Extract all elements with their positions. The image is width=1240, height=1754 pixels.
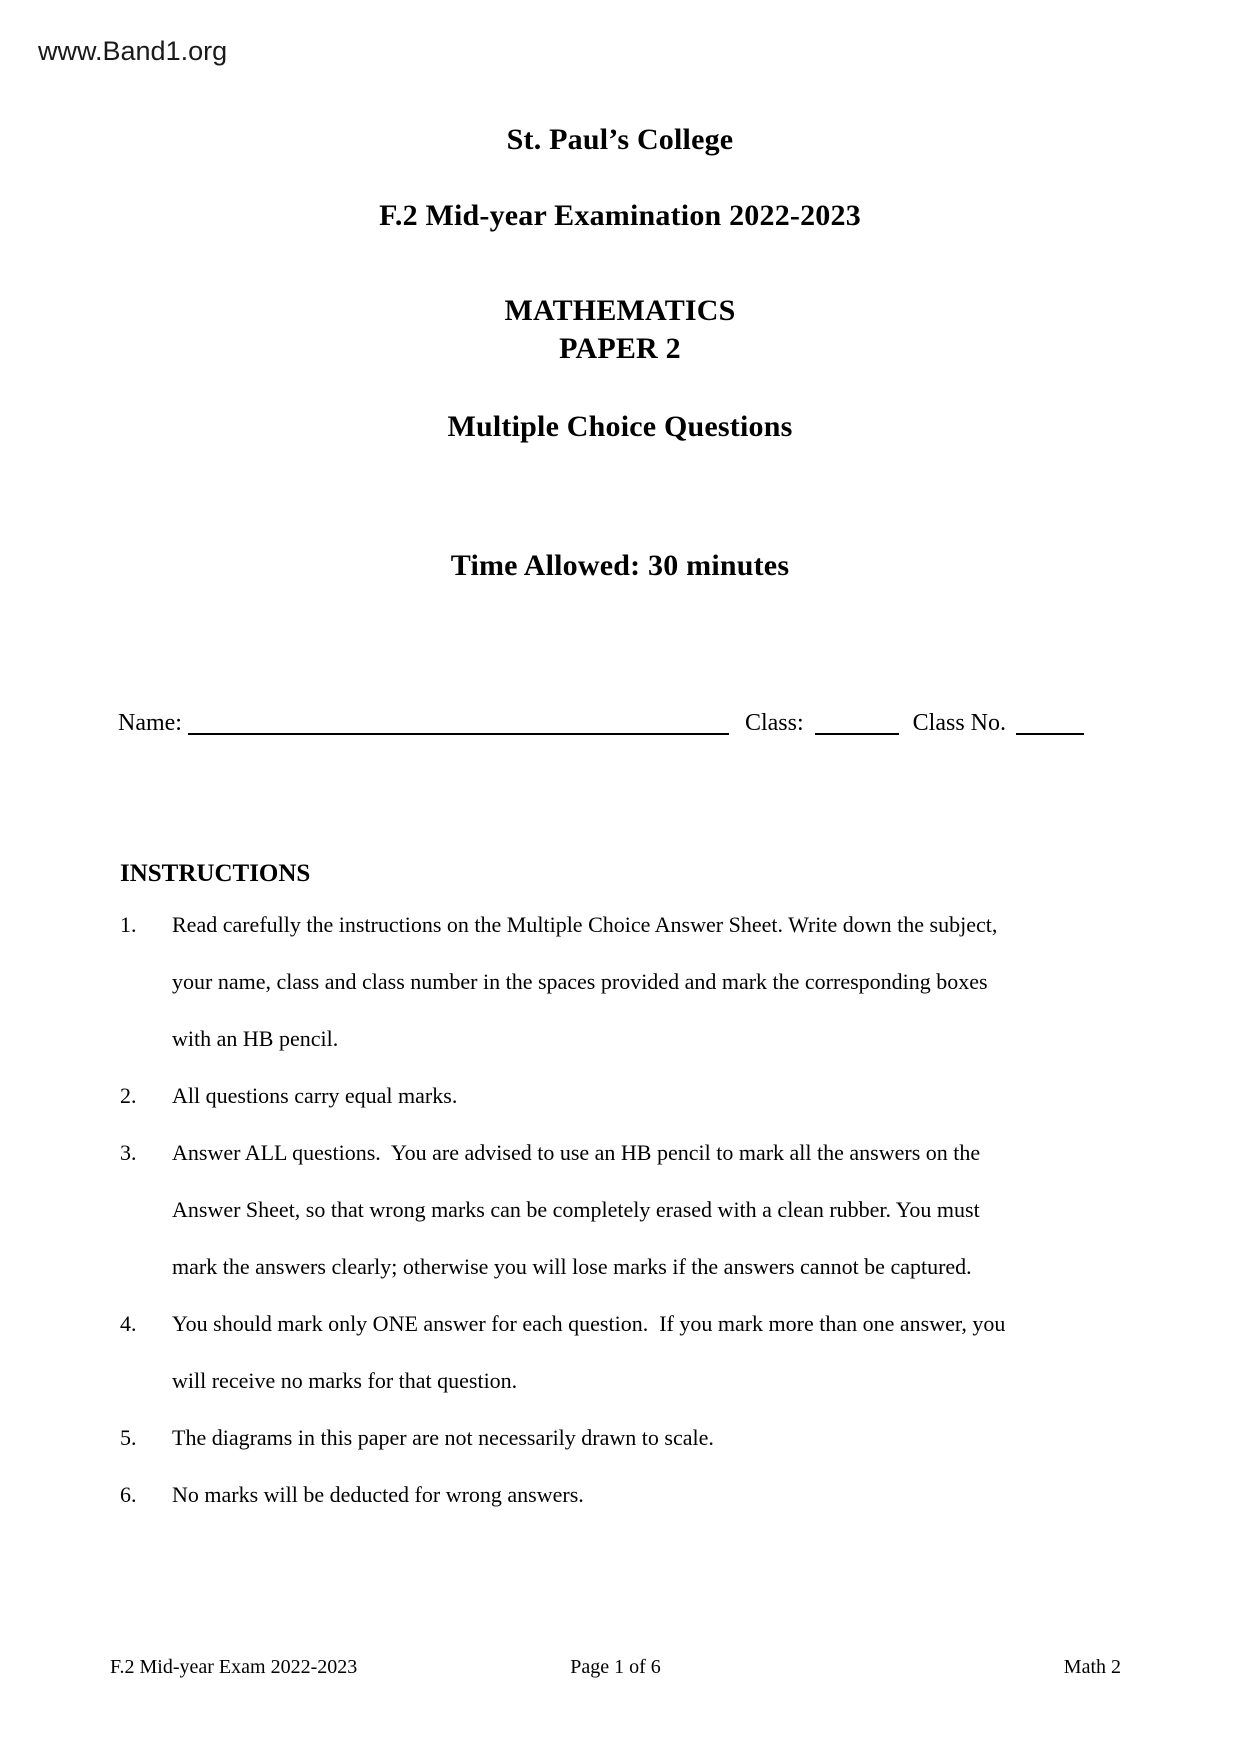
paper-number: PAPER 2 — [559, 332, 681, 365]
instruction-text-line: Answer ALL questions. You are advised to use an HB pencil to mark all the answers on the — [172, 1140, 981, 1165]
instruction-item-4 — [120, 1295, 1140, 1409]
instruction-text-line: You should mark only ONE answer for each question. If you mark more than one answer, you — [172, 1311, 1006, 1336]
instruction-text-line: your name, class and class number in the spaces provided and mark the corresponding boxes — [172, 969, 988, 994]
footer-page-number: Page 1 of 6 — [570, 1656, 661, 1678]
instruction-text-line: The diagrams in this paper are not necessarily drawn to scale. — [172, 1425, 714, 1450]
item-number: 2. — [120, 1083, 137, 1108]
item-number: 1. — [120, 912, 137, 937]
name-blank-line — [188, 732, 729, 735]
footer-subject-label: Math 2 — [1063, 1656, 1121, 1678]
watermark-url: www.Band1.org — [38, 36, 228, 66]
class-blank-line — [815, 732, 899, 735]
instruction-text-line: No marks will be deducted for wrong answers. — [172, 1482, 584, 1507]
subject-title: MATHEMATICS — [504, 294, 736, 327]
item-number: 3. — [120, 1140, 137, 1165]
exam-title: F.2 Mid-year Examination 2022-2023 — [379, 199, 861, 232]
section-title: Multiple Choice Questions — [447, 410, 793, 443]
instructions-list — [120, 896, 1140, 1523]
class-no-blank-line — [1016, 732, 1084, 735]
item-number: 6. — [120, 1482, 137, 1507]
instruction-item-5 — [120, 1409, 1140, 1466]
class-label: Class: — [744, 710, 804, 736]
name-label: Name: — [118, 710, 182, 736]
instruction-text-line: with an HB pencil. — [172, 1026, 339, 1051]
instruction-text-line: Read carefully the instructions on the Multiple Choice Answer Sheet. Write down the subject, — [172, 912, 998, 937]
school-name: St. Paul’s College — [506, 123, 734, 156]
page-footer — [110, 1655, 1121, 1679]
instructions-heading: INSTRUCTIONS — [120, 860, 311, 887]
item-number: 4. — [120, 1311, 137, 1336]
student-info-row — [118, 711, 1084, 735]
instruction-item-2 — [120, 1067, 1140, 1124]
instruction-item-1 — [120, 896, 1140, 1067]
instruction-text-line: mark the answers clearly; otherwise you will lose marks if the answers cannot be captured. — [172, 1254, 972, 1279]
instruction-text-line: All questions carry equal marks. — [172, 1083, 458, 1108]
footer-exam-label: F.2 Mid-year Exam 2022-2023 — [110, 1656, 358, 1678]
item-number: 5. — [120, 1425, 137, 1450]
instruction-item-3 — [120, 1124, 1140, 1295]
instruction-item-6 — [120, 1466, 1140, 1523]
time-allowed: Time Allowed: 30 minutes — [450, 549, 790, 582]
instruction-text-line: will receive no marks for that question. — [172, 1368, 518, 1393]
instruction-text-line: Answer Sheet, so that wrong marks can be completely erased with a clean rubber. You must — [172, 1197, 980, 1222]
class-no-label: Class No. — [912, 710, 1006, 736]
